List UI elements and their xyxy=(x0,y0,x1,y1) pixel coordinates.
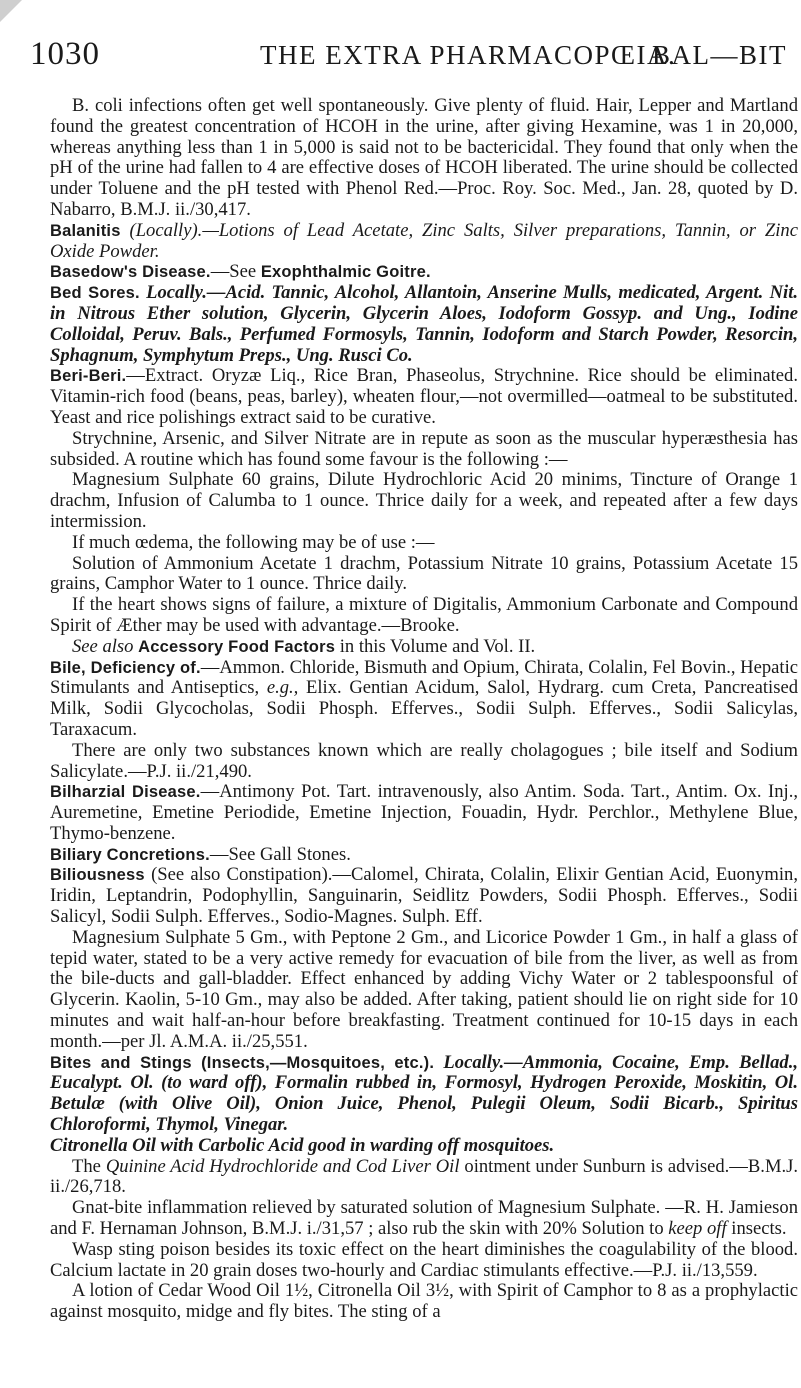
page-number: 1030 xyxy=(30,36,100,72)
see-also-line xyxy=(50,637,798,658)
book-title: THE EXTRA PHARMACOPŒIA. xyxy=(260,40,677,70)
entry-balanitis xyxy=(50,221,798,263)
entry-biliary xyxy=(50,845,798,866)
running-header xyxy=(30,36,787,76)
paragraph: Solution of Ammonium Acetate 1 drachm, Potassium Nitrate 10 grains, Potassium Acetate 15 grains, Camphor Water to 1 ounce. Thrice daily. xyxy=(50,552,798,595)
entry-heading: Biliary Concretions. xyxy=(50,845,210,864)
entry-eg: e.g., xyxy=(266,677,299,699)
entry-heading: Bilharzial Disease. xyxy=(50,783,201,802)
entry-heading: Biliousness xyxy=(50,866,145,885)
entry-range: BAL—BIT xyxy=(652,40,787,70)
paragraph: There are only two substances known which are really cholagogues ; bile itself and Sodium Salicylate.—P.J. ii./21,490. xyxy=(50,739,798,782)
paragraph: If much œdema, the following may be of use :— xyxy=(72,531,435,553)
entry-bile xyxy=(50,658,798,741)
text-run: ointment under Sunburn is advised.—B.M.J. ii./26,718. xyxy=(50,1155,799,1198)
page-body xyxy=(50,96,798,1323)
paragraph: Magnesium Sulphate 5 Gm., with Peptone 2 Gm., and Licorice Powder 1 Gm., in half a glass of tepid water, stated to be a very active remedy for evacuation of bile from the liver, as well as from the bile-ducts and gall-bladder. Effect enhanced by adding Vichy Water or 2 tablespoonsful of Glycerin. Kaolin, 5-10 Gm., may also be added. After taking, patient should lie on right side for 10 minutes and wait half-an-hour before breakfasting. Treatment continued for 10-15 days in each month.—per Jl. A.M.A. ii./25,551. xyxy=(50,926,798,1052)
entry-text: —See xyxy=(210,261,257,283)
entry-heading: Beri-Beri. xyxy=(50,367,127,386)
entry-qualifier: (Locally). xyxy=(129,219,203,241)
text-run-italic: Quinine Acid Hydrochloride and Cod Liver Oil xyxy=(105,1155,460,1177)
citronella-line: Citronella Oil with Carbolic Acid good in warding off mosquitoes. xyxy=(50,1134,555,1156)
entry-text: (See also Constipation).—Calomel, Chirata, Colalin, Elixir Gentian Acid, Euonymin, Iridin, Leptandrin, Podophyllin, Sanguinarin, Seidlitz Powders, Sodii Phosph. Efferves., Sodii Salicyl, Sodii Sulph. Efferves., Sodio-Magnes. Sulph. Eff. xyxy=(50,864,798,928)
paragraph xyxy=(50,1157,798,1199)
entry-heading: Bites and Stings (Insects,—Mosquitoes, etc.). xyxy=(50,1053,435,1072)
entry-basedow xyxy=(50,262,798,283)
see-also-label: See also xyxy=(72,635,134,657)
entry-text: —Ammon. Chloride, Bismuth and Opium, Chirata, Colalin, Fel Bovin., Hepatic Stimulants and Antiseptics, xyxy=(50,656,798,699)
entry-bilharzial xyxy=(50,782,798,844)
paragraph: A lotion of Cedar Wood Oil 1½, Citronella Oil 3½, with Spirit of Camphor to 8 as a prophylactic against mosquito, midge and fly bites. The sting of a xyxy=(50,1280,798,1323)
entry-text: —Lotions of Lead Acetate, Zinc Salts, Silver preparations, Tannin, or Zinc Oxide Powder. xyxy=(50,219,798,262)
text-run: The xyxy=(72,1155,101,1177)
text-run: insects. xyxy=(731,1218,787,1240)
entry-text: —Extract. Oryzæ Liq., Rice Bran, Phaseolus, Strychnine. Rice should be eliminated. Vitamin-rich food (beans, peas, barley), wheaten flour,—not overmilled—oatmeal to be substituted. Yeast and rice polishings extract said to be curative. xyxy=(50,365,798,428)
entry-text: —Antimony Pot. Tart. intravenously, also Antim. Soda. Tart., Antim. Ox. Inj., Auremetine, Emetine Periodide, Emetine Injection, Fouadin, Hydr. Perchlor., Methylene Blue, Thymo-benzene. xyxy=(50,781,798,844)
paragraph: Magnesium Sulphate 60 grains, Dilute Hydrochloric Acid 20 minims, Tincture of Orange 1 drachm, Infusion of Calumba to 1 ounce. Thrice daily for a week, and repeated after a few days intermission. xyxy=(50,469,798,532)
entry-text: Elix. Gentian Acidum, Salol, Hydrarg. cum Creta, Pancreatised Milk, Sodii Glycocholas, Sodii Phosph. Efferves., Sodii Sulph. Efferves., Sodii Salicylas, Taraxacum. xyxy=(50,677,799,740)
entry-text: Locally.—Ammonia, Cocaine, Emp. Bellad., Eucalypt. Ol. (to ward off), Formalin rubbed in, Formosyl, Hydrogen Peroxide, Moskitin, Ol. Betulæ (with Olive Oil), Onion Juice, Phenol, Pulegii Oleum, Sodii Bicarb., Spiritus Chloroformi, Thymol, Vinegar. xyxy=(50,1051,798,1136)
page-corner-shading xyxy=(0,0,22,22)
text-run-italic: keep off xyxy=(668,1218,727,1240)
entry-heading: Bed Sores. xyxy=(50,284,140,303)
cross-reference: Exophthalmic Goitre. xyxy=(260,263,431,282)
entry-biliousness xyxy=(50,865,798,927)
paragraph: Wasp sting poison besides its toxic effect on the heart diminishes the coagulability of the blood. Calcium lactate in 20 grain doses two-hourly and Cardiac stimulants effective.—P.J. ii./13,559. xyxy=(50,1238,798,1281)
paragraph: Strychnine, Arsenic, and Silver Nitrate are in repute as soon as the muscular hyperæsthesia has subsided. A routine which has found some favour is the following :— xyxy=(50,427,798,470)
entry-text: Locally.—Acid. Tannic, Alcohol, Allantoin, Anserine Mulls, medicated, Argent. Nit. in Nitrous Ether solution, Glycerin, Glycerin Aloes, Iodoform Gossyp. and Ung., Iodine Colloidal, Peruv. Bals., Perfumed Formosyls, Tannin, Iodoform and Starch Powder, Resorcin, Sphagnum, Symphytum Preps., Ung. Rusci Co. xyxy=(50,282,799,366)
paragraph xyxy=(50,1198,798,1240)
see-also-text: in this Volume and Vol. II. xyxy=(339,635,536,657)
entry-heading: Balanitis xyxy=(50,221,121,240)
entry-heading: Basedow's Disease. xyxy=(50,263,211,282)
entry-heading: Bile, Deficiency of. xyxy=(50,658,201,677)
entry-bed-sores xyxy=(50,283,798,366)
cross-reference: Accessory Food Factors xyxy=(138,637,336,656)
text-run: Gnat-bite inflammation relieved by saturated solution of Magnesium Sulphate. —R. H. Jamieson and F. Hernaman Johnson, B.M.J. i./31,57 ; also rub the skin with 20% Solution to xyxy=(50,1197,798,1240)
entry-text: —See Gall Stones. xyxy=(209,843,351,865)
entry-beri-beri xyxy=(50,366,798,428)
paragraph: If the heart shows signs of failure, a mixture of Digitalis, Ammonium Carbonate and Compound Spirit of Æther may be used with advantage.—Brooke. xyxy=(50,594,798,636)
entry-bites-stings xyxy=(50,1053,798,1136)
paragraph-b-coli: B. coli infections often get well spontaneously. Give plenty of fluid. Hair, Lepper and Martland found the greatest concentration of HCOH in the urine, after giving Hexamine, was 1 in 20,000, whereas anything less than 1 in 5,000 is said not to be bactericidal. They found that only when the pH of the urine had fallen to 4 are effective doses of HCOH liberated. The urine should be collected under Toluene and the pH tested with Phenol Red.—Proc. Roy. Soc. Med., Jan. 28, quoted by D. Nabarro, B.M.J. ii./30,417. xyxy=(50,95,798,220)
